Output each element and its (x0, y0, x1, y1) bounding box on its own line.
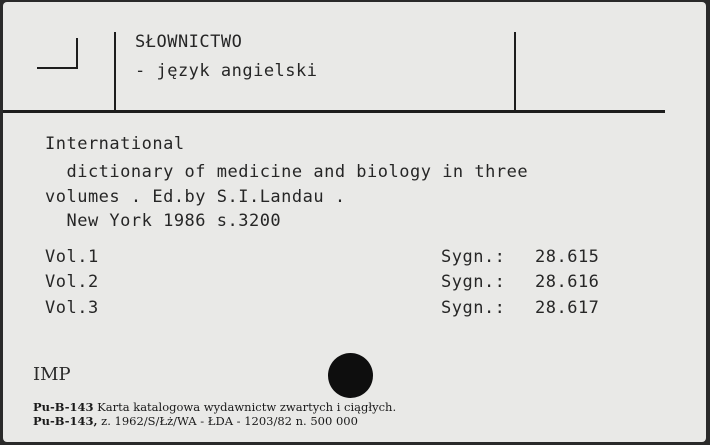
entry-title-line: International (45, 134, 185, 154)
signature-label: Sygn.: (441, 247, 506, 267)
subject-heading: SŁOWNICTWO (135, 32, 243, 52)
footer-print-info: z. 1962/S/Łż/WA - ŁDA - 1203/82 n. 500 000 (101, 414, 358, 428)
catalog-card (3, 2, 706, 442)
signature-value: 28.615 (535, 247, 600, 267)
entry-description-line: dictionary of medicine and biology in three (45, 162, 529, 182)
header-divider-right (514, 32, 516, 112)
footer-line-2 (33, 414, 358, 428)
signature-label: Sygn.: (441, 272, 506, 292)
punch-hole (328, 353, 373, 398)
header-rule (3, 110, 665, 113)
header-divider-left (114, 32, 116, 112)
signature-value: 28.616 (535, 272, 600, 292)
corner-mark-horizontal (37, 67, 78, 69)
footer-form-name: Karta katalogowa wydawnictw zwartych i ciągłych. (97, 400, 397, 414)
volume-label: Vol.2 (45, 272, 99, 292)
subject-subheading: - język angielski (135, 61, 318, 81)
signature-value: 28.617 (535, 298, 600, 318)
footer-form-code: Pu-B-143 (33, 400, 94, 414)
entry-publication-line: New York 1986 s.3200 (45, 211, 282, 231)
volume-label: Vol.3 (45, 298, 99, 318)
corner-mark-vertical (76, 38, 78, 68)
entry-edition-line: volumes . Ed.by S.I.Landau . (45, 187, 346, 207)
footer-form-code-2: Pu-B-143, (33, 414, 98, 428)
imp-stamp: IMP (33, 364, 71, 385)
signature-label: Sygn.: (441, 298, 506, 318)
footer-line-1 (33, 400, 396, 414)
volume-label: Vol.1 (45, 247, 99, 267)
